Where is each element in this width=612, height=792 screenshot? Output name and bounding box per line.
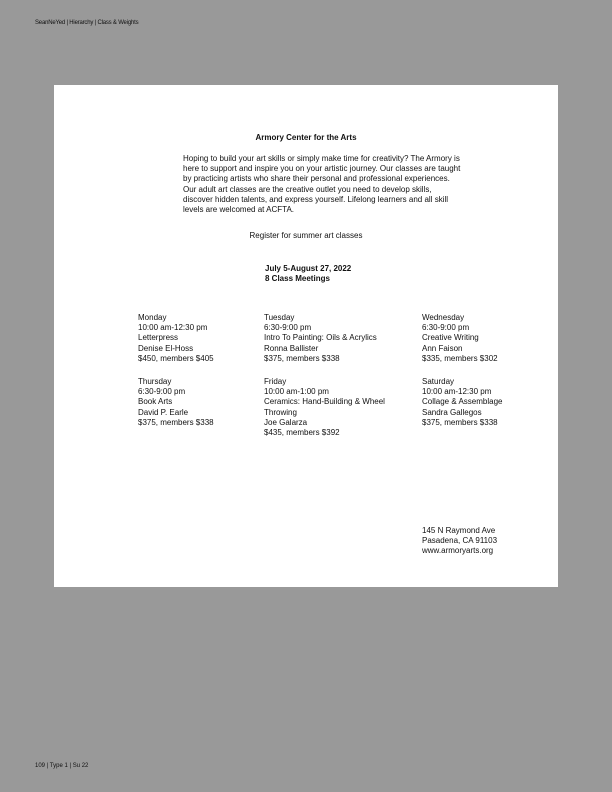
class-instructor: Ann Faison <box>422 343 463 353</box>
class-instructor: Ronna Ballister <box>264 343 319 353</box>
class-name: Book Arts <box>138 397 173 407</box>
meeting-count: 8 Class Meetings <box>265 274 330 284</box>
class-time: 6:30-9:00 pm <box>422 323 470 333</box>
class-friday <box>264 377 392 438</box>
class-instructor: Denise El-Hoss <box>138 343 194 353</box>
class-price: $375, members $338 <box>138 417 214 427</box>
class-day: Tuesday <box>264 313 295 322</box>
class-day: Wednesday <box>422 313 465 322</box>
class-thursday <box>138 377 268 428</box>
class-price: $435, members $392 <box>264 428 340 438</box>
class-time: 6:30-9:00 pm <box>138 387 186 397</box>
address-street: 145 N Raymond Ave <box>422 526 496 535</box>
class-saturday <box>422 377 552 428</box>
address-city: Pasadena, CA 91103 <box>422 536 498 546</box>
class-name: Letterpress <box>138 333 179 343</box>
class-monday <box>138 313 268 364</box>
document-title: Armory Center for the Arts <box>255 133 357 142</box>
class-name: Intro To Painting: Oils & Acrylics <box>264 333 377 343</box>
website-link[interactable]: www.armoryarts.org <box>422 546 494 556</box>
class-instructor: Joe Galarza <box>264 417 308 427</box>
class-wednesday <box>422 313 552 364</box>
class-day: Friday <box>264 377 287 386</box>
class-name: Collage & Assemblage <box>422 397 503 407</box>
page-footer: 109 | Type 1 | Su 22 <box>35 763 89 769</box>
register-text: Register for summer art classes <box>249 231 363 240</box>
class-instructor: David P. Earle <box>138 407 189 417</box>
class-price: $335, members $302 <box>422 353 498 363</box>
class-instructor: Sandra Gallegos <box>422 407 482 417</box>
class-day: Thursday <box>138 377 172 386</box>
class-time: 6:30-9:00 pm <box>264 323 312 333</box>
class-name: Ceramics: Hand-Building & Wheel Throwing <box>264 397 385 417</box>
date-range: July 5-August 27, 2022 <box>265 264 352 273</box>
class-tuesday <box>264 313 399 364</box>
address-block <box>422 526 497 557</box>
class-time: 10:00 am-1:00 pm <box>264 387 329 397</box>
class-price: $375, members $338 <box>264 353 340 363</box>
date-block <box>265 264 351 284</box>
class-price: $450, members $405 <box>138 353 214 363</box>
document-page <box>54 85 558 587</box>
class-time: 10:00 am-12:30 pm <box>422 387 492 397</box>
class-name: Creative Writing <box>422 333 479 343</box>
class-day: Monday <box>138 313 167 322</box>
class-price: $375, members $338 <box>422 417 498 427</box>
class-day: Saturday <box>422 377 455 386</box>
class-time: 10:00 am-12:30 pm <box>138 323 208 333</box>
intro-paragraph: Hoping to build your art skills or simply make time for creativity? The Armory is here to support and inspire you on your artistic journey. Our classes are taught by practicing artists who share their personal and professional experiences. Our adult art classes are the creative outlet you need to develop skills, discover hidden talents, and express yourself. Lifelong learners and all skill levels are welcomed at ACFTA. <box>183 154 461 215</box>
header-label: SeanNeYed | Hierarchy | Class & Weights <box>35 20 139 26</box>
